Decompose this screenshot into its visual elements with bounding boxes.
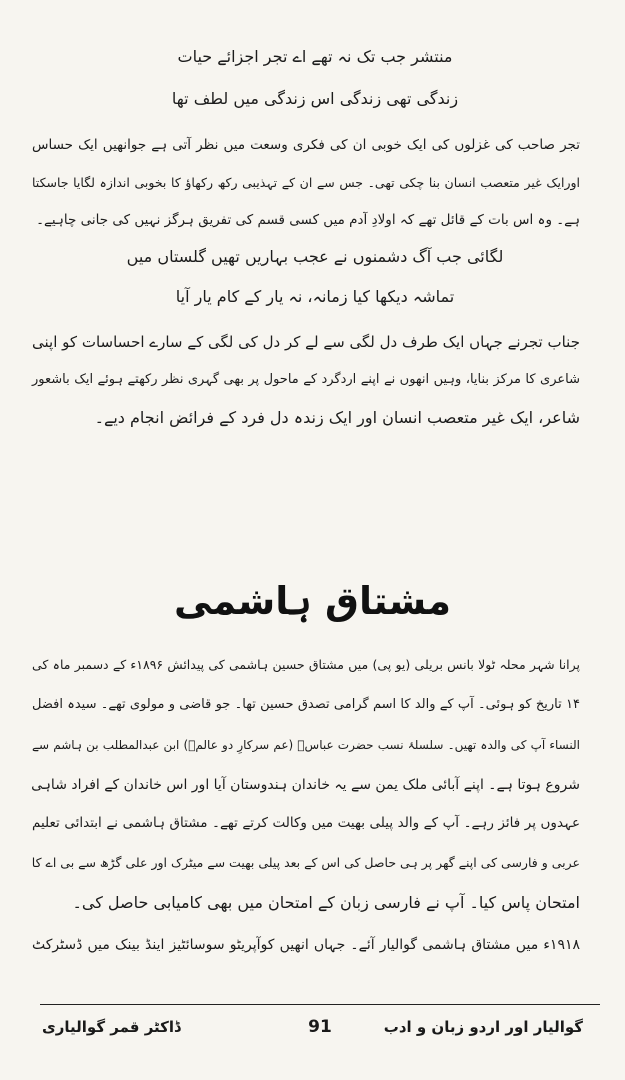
paragraph-line: شروع ہوتا ہے۔ اپنے آبائی ملک یمن سے یہ خاندان ہندوستان آیا اور اس خاندان کے افراد شاہی bbox=[31, 777, 580, 793]
paragraph-line: شاعری کا مرکز بنایا، وہیں انھوں نے اپنے اردگرد کے ماحول پر بھی گہری نظر رکھتے ہوئے ایک باشعور bbox=[32, 372, 580, 387]
paragraph-line: تجر صاحب کی غزلوں کی ایک خوبی ان کی فکری وسعت میں نظر آتی ہے جوانھیں ایک حساس bbox=[32, 137, 580, 153]
paragraph-line: عربی و فارسی کی اپنے گھر پر ہی حاصل کی اس کے بعد پیلی بھیت سے میٹرک اور علی گڑھ سے بی اے کا bbox=[31, 855, 580, 870]
running-footer-author: ڈاکٹر قمر گوالیاری bbox=[42, 1018, 181, 1036]
running-footer-book-title: گوالیار اور اردو زبان و ادب bbox=[383, 1018, 583, 1036]
paragraph-line: جناب تجرنے جہاں ایک طرف دل لگی سے لے کر دل کی لگی کے سارے احساسات کو اپنی bbox=[32, 333, 580, 351]
paragraph-line: امتحان پاس کیا۔ آپ نے فارسی زبان کے امتحان میں بھی کامیابی حاصل کی۔ bbox=[72, 893, 580, 912]
verse-line: زندگی تھی زندگی اس زندگی میں لطف تھا bbox=[171, 89, 459, 108]
paragraph-line: عہدوں پر فائز رہے۔ آپ کے والد پیلی بھیت میں وکالت کرتے تھے۔ مشتاق ہاشمی نے ابتدائی تعلیم bbox=[32, 815, 580, 831]
section-heading: مشتاق ہاشمی bbox=[173, 579, 451, 623]
footer-divider bbox=[40, 1004, 600, 1005]
paragraph-line: اورایک غیر متعصب انسان بنا چکی تھی۔ جس سے ان کے تہذیبی رکھ رکھاؤ کا بخوبی اندازہ لگایا جاسکتا bbox=[32, 175, 580, 190]
paragraph-line: ۱۴ تاریخ کو ہوئی۔ آپ کے والد کا اسم گرامی تصدق حسین تھا۔ جو قاضی و مولوی تھے۔ سیدہ افضل bbox=[32, 697, 580, 712]
paragraph-line: ۱۹۱۸ء میں مشتاق ہاشمی گوالیار آئے۔ جہاں انھیں کوآپریٹو سوسائٹیز اینڈ بینک میں ڈسٹرکٹ bbox=[32, 937, 580, 953]
paragraph-line: شاعر، ایک غیر متعصب انسان اور ایک زندہ دل فرد کے فرائض انجام دیے۔ bbox=[94, 408, 580, 427]
paragraph-line: ہے۔ وہ اس بات کے قائل تھے کہ اولادِ آدم میں کسی قسم کی تفریق ہرگز نہیں کی جانی چاہیے۔ bbox=[36, 212, 580, 228]
paragraph-line: پرانا شہر محلہ ٹولا بانس بریلی (یو پی) میں مشتاق حسین ہاشمی کی پیدائش ۱۸۹۶ء کے دسمبر ماہ کی bbox=[32, 657, 580, 672]
verse-line: تماشہ دیکھا کیا زمانہ، نہ یار کے کام یار آیا bbox=[175, 287, 455, 306]
verse-line: منتشر جب تک نہ تھے اے تجر اجزائے حیات bbox=[177, 47, 453, 66]
paragraph-line: النساء آپ کی والدہ تھیں۔ سلسلۂ نسب حضرت عباسؓ (عم سرکارِ دو عالمؐ) ابن عبدالمطلب بن ہاشم سے bbox=[32, 738, 580, 752]
verse-line: لگائی جب آگ دشمنوں نے عجب بہاریں تھیں گلستاں میں bbox=[126, 247, 504, 266]
page-number: 91 bbox=[308, 1017, 332, 1037]
